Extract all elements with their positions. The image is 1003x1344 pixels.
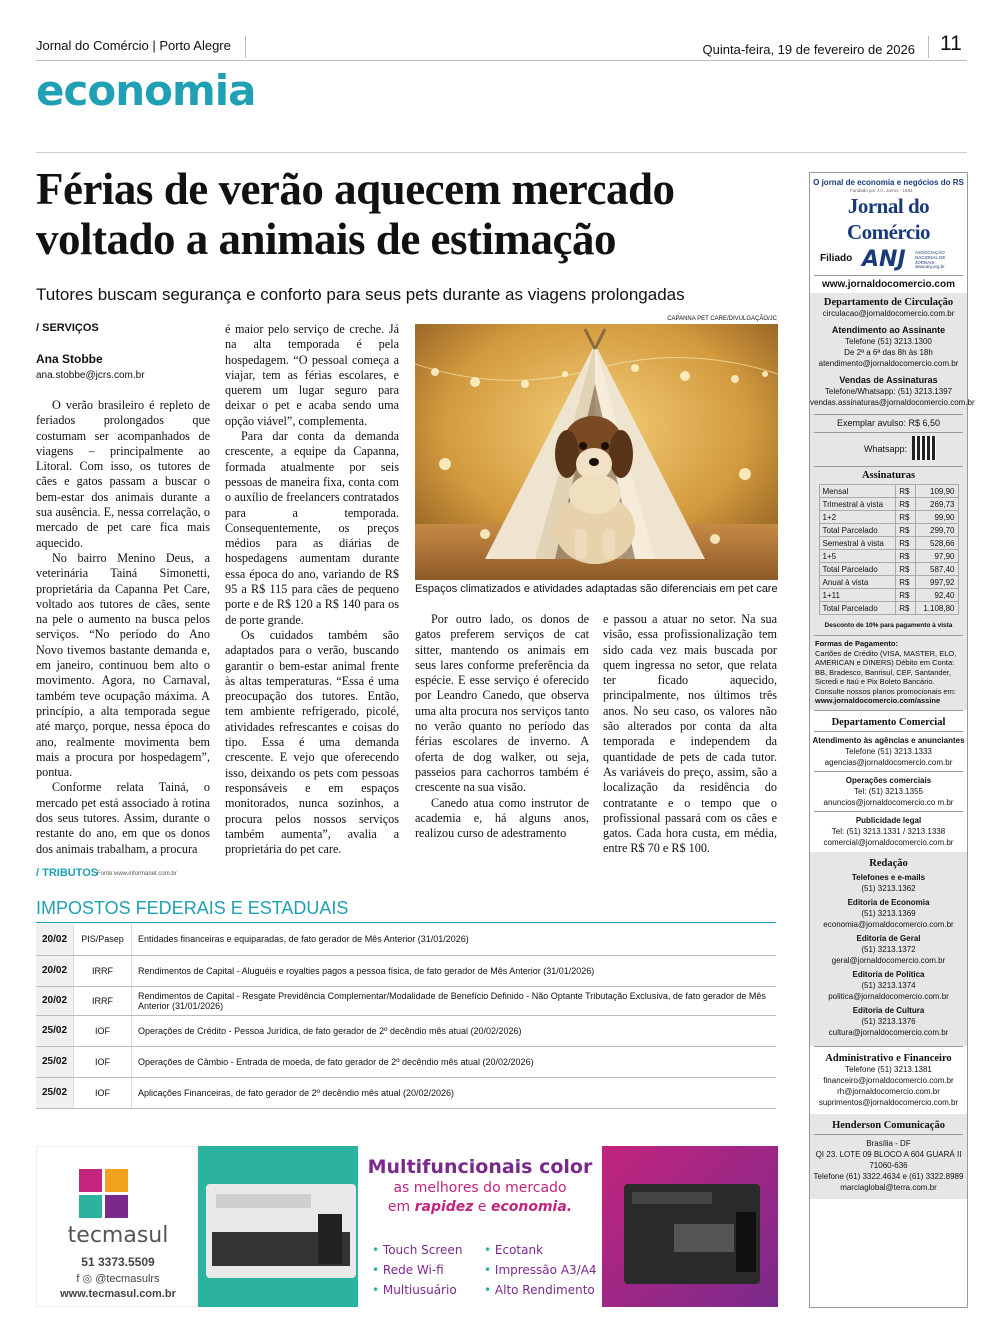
ad-feature: • Rede Wi-fi <box>372 1263 444 1277</box>
ad-line-1: as melhores do mercado <box>393 1180 567 1196</box>
tax-type: IRRF <box>74 986 132 1015</box>
sidebar-site[interactable]: www.jornaldocomercio.com <box>822 279 955 290</box>
operations-title: Operações comerciais <box>845 775 932 785</box>
newsroom-item-phone: (51) 3213.1369 <box>861 908 916 918</box>
ad-text-panel <box>358 1146 602 1307</box>
header-rule <box>36 60 967 61</box>
ad-social <box>37 1272 199 1285</box>
commercial-title: Departamento Comercial <box>831 716 946 728</box>
ad-line-2-a: rapidez <box>414 1199 474 1215</box>
tributos-rule <box>36 922 776 923</box>
tax-date: 20/02 <box>36 955 74 986</box>
tecmasul-logo-icon <box>79 1169 155 1219</box>
admin-email[interactable]: financeiro@jornaldocomercio.com.br <box>823 1075 954 1085</box>
subheadline: Tutores buscam segurança e conforto para seus pets durante as viagens prolongadas <box>36 285 685 304</box>
ad-social-handle: @tecmasulrs <box>95 1273 160 1285</box>
admin-box <box>810 1047 967 1114</box>
paragraph: Conforme relata Tainá, o mercado pet está associado à rotina dos seus tutores. Assim, durante o restante do ano, em que os donos dos animais trabalham, a procura <box>36 780 210 856</box>
sidebar-logo: Jornal do Comércio <box>846 194 931 244</box>
commercial-email[interactable]: agencias@jornaldocomercio.com.br <box>824 757 953 767</box>
ad-phone: 51 3373.5509 <box>81 1255 155 1269</box>
tax-type: IOF <box>74 1015 132 1046</box>
ad-line-2-mid: e <box>473 1199 491 1215</box>
newsroom-item-phone: (51) 3213.1372 <box>861 944 916 954</box>
legal-title: Publicidade legal <box>855 815 922 825</box>
tax-type: PIS/Pasep <box>74 924 132 955</box>
plan-name: 1+5 <box>819 550 896 563</box>
photo-credit: CAPANNA PET CARE/DIVULGAÇÃO/JC <box>667 316 777 322</box>
subscription-row <box>819 511 958 524</box>
plan-price: 1.108,80 <box>915 602 958 615</box>
promo-url[interactable]: www.jornaldocomercio.com/assine <box>815 696 941 705</box>
plan-currency: R$ <box>896 485 915 498</box>
newspaper-name: Jornal do Comércio | Porto Alegre <box>36 38 231 53</box>
header-divider <box>928 36 929 58</box>
ad-magenta-panel <box>602 1146 778 1307</box>
anj-logo-icon: ANJ <box>862 247 906 272</box>
subscriber-hours: De 2ª a 6ª das 8h às 18h <box>844 348 933 357</box>
tax-date: 20/02 <box>36 924 74 955</box>
commercial-subtitle: Atendimento às agências e anunciantes <box>812 735 965 745</box>
plan-price: 109,90 <box>915 485 958 498</box>
plan-currency: R$ <box>896 550 915 563</box>
tax-type: IRRF <box>74 955 132 986</box>
tax-row <box>36 1015 776 1046</box>
tax-date: 25/02 <box>36 1015 74 1046</box>
whatsapp-label: Whatsapp: <box>864 444 908 454</box>
plan-price: 97,90 <box>915 550 958 563</box>
newsroom-title: Redação <box>869 857 908 869</box>
article-column-1 <box>36 398 210 857</box>
plan-currency: R$ <box>896 537 915 550</box>
newsroom-list <box>810 872 967 1038</box>
henderson-city: Brasília - DF <box>866 1138 911 1148</box>
paragraph: Canedo atua como instrutor de academia e, há alguns anos, realizou curso de adestramento <box>415 795 589 841</box>
dog-photo <box>415 324 778 580</box>
section-title: economia <box>36 66 256 115</box>
admin-phone: Telefone (51) 3213.1381 <box>845 1064 932 1074</box>
plan-name: Total Parcelado <box>819 563 896 576</box>
paragraph: No bairro Menino Deus, a veterinária Tainá Simonetti, proprietária da Capanna Pet Care, voltado aos tutores de cães, sente na pele o aumento na busca pelos serviços. “No período do Ano Novo tivemos bastante demanda e, em janeiro, continuou bem alto o movimento. Agora, no Carnaval, também teve ocupação máxima. A princípio, a alta temporada segue até março, porque, nessa época do ano, realmente movimenta bem mais a procura por hospedagem”, pontua. <box>36 550 210 780</box>
henderson-phone: Telefone (61) 3322.4634 e (61) 3322.8989 <box>813 1171 964 1181</box>
newsroom-box <box>810 852 967 1046</box>
newsroom-item-title: Editoria de Cultura <box>852 1005 925 1015</box>
circulation-email[interactable]: circulacao@jornaldocomercio.com.br <box>822 309 955 318</box>
article-column-4 <box>603 612 777 857</box>
tax-row <box>36 1077 776 1108</box>
plan-currency: R$ <box>896 602 915 615</box>
ad-feature: • Alto Rendimento <box>484 1283 595 1297</box>
discount-note: Desconto de 10% para pagamento à vista <box>824 622 953 629</box>
tax-row <box>36 986 776 1015</box>
newsroom-item <box>810 897 967 930</box>
ad-teal-panel <box>198 1146 358 1307</box>
plan-name: 1+11 <box>819 589 896 602</box>
author-email[interactable]: ana.stobbe@jcrs.com.br <box>36 370 145 381</box>
plan-price: 299,70 <box>915 524 958 537</box>
issue-date: Quinta-feira, 19 de fevereiro de 2026 <box>702 42 915 57</box>
tax-date: 25/02 <box>36 1077 74 1108</box>
printer-icon <box>206 1184 356 1278</box>
subscription-row <box>819 563 958 576</box>
section-rule <box>36 152 967 153</box>
ad-feature: • Multiusuário <box>372 1283 457 1297</box>
newsroom-item <box>810 969 967 1002</box>
sidebar-tagline: O jornal de economia e negócios do RS <box>813 178 964 187</box>
header-divider <box>245 36 246 58</box>
ad-feature: • Touch Screen <box>372 1243 463 1257</box>
tax-description: Rendimentos de Capital - Aluguéis e royalties pagos a pessoa física, de fato gerador de Mês Anterior (31/01/2026) <box>132 955 776 986</box>
commercial-box <box>810 711 967 852</box>
commercial-phone: Telefone (51) 3213.1333 <box>845 746 932 756</box>
newsroom-item-phone: (51) 3213.1374 <box>861 980 916 990</box>
henderson-title: Henderson Comunicação <box>832 1119 945 1131</box>
anj-site[interactable]: www.anj.org.br <box>915 264 945 269</box>
ad-feature: • Ecotank <box>484 1243 544 1257</box>
facebook-icon: f ◎ <box>76 1273 96 1285</box>
plan-price: 528,66 <box>915 537 958 550</box>
ad-brand-name: tecmasul <box>67 1223 169 1248</box>
plan-name: Anual à vista <box>819 576 896 589</box>
plan-name: 1+2 <box>819 511 896 524</box>
whatsapp-row <box>810 436 967 462</box>
article-tag: / SERVIÇOS <box>36 322 99 334</box>
plan-name: Semestral à vista <box>819 537 896 550</box>
paragraph: e passou a atuar no setor. Na sua visão, essa profissionalização tem sido cada vez mais buscada por quem ingressa no setor, que relata ter ficado aquecido, principalmente, nos últimos três anos. No seu caso, os valores não são alterados por conta da alta temporada e independem da quantidade de pets de cada tutor. As variáveis do preço, assim, são a localização da residência do contratante e o tempo que o profissional passará com os cães e gatos. Cada hora custa, em média, entre R$ 70 e R$ 100. <box>603 612 777 856</box>
tax-description: Rendimentos de Capital - Resgate Previdência Complementar/Modalidade de Benefício Definido - Não Optante Tributação Exclusiva, de fato gerador de Mês Anterior (31/01/2026) <box>132 986 776 1015</box>
tax-row <box>36 955 776 986</box>
ad-brand-panel <box>36 1146 198 1307</box>
subscription-row <box>819 537 958 550</box>
newsroom-item-title: Editoria de Geral <box>856 933 921 943</box>
subscription-table <box>819 484 959 615</box>
tributos-tag: / TRIBUTOS <box>36 867 99 879</box>
newsroom-item-phone: (51) 3213.1376 <box>861 1016 916 1026</box>
newsroom-item <box>810 933 967 966</box>
plan-currency: R$ <box>896 589 915 602</box>
promo-text: Consulte nossos planos promocionais em: <box>815 686 956 696</box>
sales-phone: Telefone/Whatsapp: (51) 3213.1397 <box>824 387 953 396</box>
plan-name: Mensal <box>819 485 896 498</box>
henderson-email[interactable]: marciaglobal@terra.com.br <box>840 1182 937 1192</box>
paragraph: Por outro lado, os donos de gatos preferem serviços de cat sitter, mantendo os animais em seus lares conforme preferência da espécie. E esse serviço é oferecido por Leandro Canedo, que observa uma alta procura nos serviços tanto no verão quanto no período das férias escolares de inverno. A oferta de dog walker, ou seja, passeios para cachorros também é crescente na sua visão. <box>415 612 589 795</box>
subscription-row <box>819 485 958 498</box>
ad-line-2-pre: em <box>387 1199 415 1215</box>
legal-email[interactable]: comercial@jornaldocomercio.com.br <box>823 837 954 847</box>
admin-title: Administrativo e Financeiro <box>825 1052 952 1064</box>
plan-currency: R$ <box>896 576 915 589</box>
plan-name: Total Parcelado <box>819 602 896 615</box>
circulation-box <box>810 293 975 710</box>
dog-in-tent-illustration <box>415 324 778 580</box>
plan-price: 587,40 <box>915 563 958 576</box>
ad-feature: • Impressão A3/A4 <box>484 1263 597 1277</box>
plan-currency: R$ <box>896 524 915 537</box>
newsroom-item <box>810 1005 967 1038</box>
paragraph: é maior pelo serviço de creche. Já na alta temporada é pela hospedagem. “O pessoal começa a viajar, tem as férias escolares, e querem um lugar seguro para deixar o pet e acaba sendo uma opção viável”, complementa. <box>225 322 399 428</box>
sidebar-masthead <box>809 172 975 1308</box>
henderson-cep: 71060-636 <box>869 1160 908 1170</box>
newsroom-item-phone: (51) 3213.1362 <box>861 883 916 893</box>
single-copy-price: Exemplar avulso: R$ 6,50 <box>836 418 941 428</box>
subscriber-phone: Telefone (51) 3213.1300 <box>845 337 932 346</box>
subscriptions-title: Assinaturas <box>861 470 916 481</box>
anj-affiliation <box>810 245 967 275</box>
subscription-row <box>819 498 958 511</box>
ad-line-2-b: economia. <box>490 1199 573 1215</box>
subscription-row <box>819 576 958 589</box>
newsroom-item-email[interactable]: politica@jornaldocomercio.com.br <box>828 991 949 1001</box>
newsroom-item-email[interactable]: geral@jornaldocomercio.com.br <box>831 955 946 965</box>
subscriber-email[interactable]: atendimento@jornaldocomercio.com.br <box>818 359 959 368</box>
circulation-title: Departamento de Circulação <box>823 297 954 308</box>
ad-line-2 <box>358 1199 602 1215</box>
plan-currency: R$ <box>896 511 915 524</box>
sales-title: Vendas de Assinaturas <box>839 375 938 385</box>
operations-email[interactable]: anuncios@jornaldocomercio.co m.br <box>823 797 954 807</box>
newsroom-item-title: Telefones e e-mails <box>851 872 926 882</box>
admin-email[interactable]: rh@jornaldocomercio.com.br <box>837 1086 940 1096</box>
tributos-title: IMPOSTOS FEDERAIS E ESTADUAIS <box>36 898 349 918</box>
paragraph: Os cuidados também são adaptados para o verão, buscando garantir o bem-estar animal frente às altas temperaturas. “Essa é uma preocupação dos tutores. Então, tem ambiente refrigerado, picolé, atividades refrescantes e coisas do tipo. Essa é uma demanda crescente. E vejo que oferecendo isso, deixando os pets com pessoas responsáveis e em espaços monitorados, nunca sozinhos, a procura pelos nossos serviços também aumenta”, avalia a proprietária do pet care. <box>225 627 399 857</box>
tax-date: 20/02 <box>36 986 74 1015</box>
subscription-row <box>819 524 958 537</box>
tax-row <box>36 924 776 955</box>
subscriber-title: Atendimento ao Assinante <box>831 325 946 335</box>
plan-price: 269,73 <box>915 498 958 511</box>
article-column-3 <box>415 612 589 841</box>
tax-description: Operações de Câmbio - Entrada de moeda, de fato gerador de 2º decêndio mês atual (20/02/2026) <box>132 1046 776 1077</box>
plan-price: 99,90 <box>915 511 958 524</box>
tax-description: Aplicações Financeiras, de fato gerador de 2º decêndio mês atual (20/02/2026) <box>132 1077 776 1108</box>
anj-text: ASSOCIAÇÃO NACIONAL DE JORNAIS <box>915 250 946 265</box>
ad-site[interactable]: www.tecmasul.com.br <box>60 1288 176 1300</box>
henderson-address: QI 23. LOTE 09 BLOCO A 604 GUARÁ II <box>815 1149 962 1159</box>
page-number: 11 <box>940 32 962 55</box>
ad-features-right <box>484 1240 602 1300</box>
printer-icon <box>624 1184 760 1284</box>
tecmasul-ad[interactable] <box>36 1146 778 1307</box>
plan-currency: R$ <box>896 498 915 511</box>
tributos-source: Fonte:www.informanet.com.br <box>97 871 177 877</box>
sidebar-founded: Fundado por J.C. Jarros - 1933 <box>850 188 913 193</box>
author-name: Ana Stobbe <box>36 352 103 366</box>
qr-code-icon[interactable] <box>912 436 936 460</box>
admin-email[interactable]: suprimentos@jornaldocomercio.com.br <box>818 1097 959 1107</box>
newsroom-item-email[interactable]: cultura@jornaldocomercio.com.br <box>828 1027 949 1037</box>
subscription-row <box>819 550 958 563</box>
ad-headline: Multifuncionais color <box>367 1156 593 1178</box>
ad-features-left <box>372 1240 482 1300</box>
tax-description: Entidades financeiras e equiparadas, de fato gerador de Mês Anterior (31/01/2026) <box>132 924 776 955</box>
legal-phone: Tel: (51) 3213.1331 / 3213.1338 <box>831 826 946 836</box>
tax-row <box>36 1046 776 1077</box>
henderson-box <box>810 1114 967 1199</box>
plan-name: Trimestral à vista <box>819 498 896 511</box>
headline: Férias de verão aquecem mercado voltado a animais de estimação <box>36 164 675 264</box>
affiliated-label: Filiado <box>820 253 853 264</box>
tax-date: 25/02 <box>36 1046 74 1077</box>
subscription-row <box>819 602 958 615</box>
payment-title: Formas de Pagamento: <box>815 639 898 648</box>
newsroom-item-title: Editoria de Política <box>852 969 925 979</box>
newsroom-item-title: Editoria de Economia <box>847 897 930 907</box>
tax-type: IOF <box>74 1077 132 1108</box>
plan-name: Total Parcelado <box>819 524 896 537</box>
plan-price: 997,92 <box>915 576 958 589</box>
newsroom-item-email[interactable]: economia@jornaldocomercio.com.br <box>823 919 954 929</box>
newsroom-item <box>810 872 967 894</box>
tax-description: Operações de Crédito - Pessoa Jurídica, de fato gerador de 2º decêndio mês atual (20/02/2026) <box>132 1015 776 1046</box>
paragraph: Para dar conta da demanda crescente, a equipe da Capanna, formada atualmente por seis pessoas de maneira fixa, conta com o auxílio de freelancers contratados para a temporada. Consequentemente, os preços médios para as diárias de hospedagens aumentam durante essa época do ano, variando de R$ 95 a R$ 115 para cães de pequeno porte e de R$ 120 a R$ 140 para os de porte grande. <box>225 429 399 627</box>
photo-caption: Espaços climatizados e atividades adaptadas são diferenciais em pet care <box>415 583 778 595</box>
plan-currency: R$ <box>896 563 915 576</box>
operations-phone: Tel: (51) 3213.1355 <box>854 786 923 796</box>
payment-text: Cartões de Crédito (VISA, MASTER, ELO, AMERICAN e DINERS) Débito em Conta: BB, Bradesco, Banrisul, CEF, Santander, Sicredi e Itaú e Pix Boleto Bancário. <box>815 648 957 686</box>
tax-type: IOF <box>74 1046 132 1077</box>
sales-email[interactable]: vendas.assinaturas@jornaldocomercio.com.br <box>810 398 975 407</box>
plan-price: 92,40 <box>915 589 958 602</box>
tax-table <box>36 924 776 1109</box>
paragraph: O verão brasileiro é repleto de feriados prolongados que costumam ser acompanhados de viagens – principalmente ao Litoral. Com isso, os tutores de cães e gatos passam a buscar o bem-estar dos animais durante a sua ausência. E, nessa correlação, o mercado de pet care fica mais aquecido. <box>36 398 210 550</box>
article-column-2 <box>225 322 399 857</box>
subscription-row <box>819 589 958 602</box>
